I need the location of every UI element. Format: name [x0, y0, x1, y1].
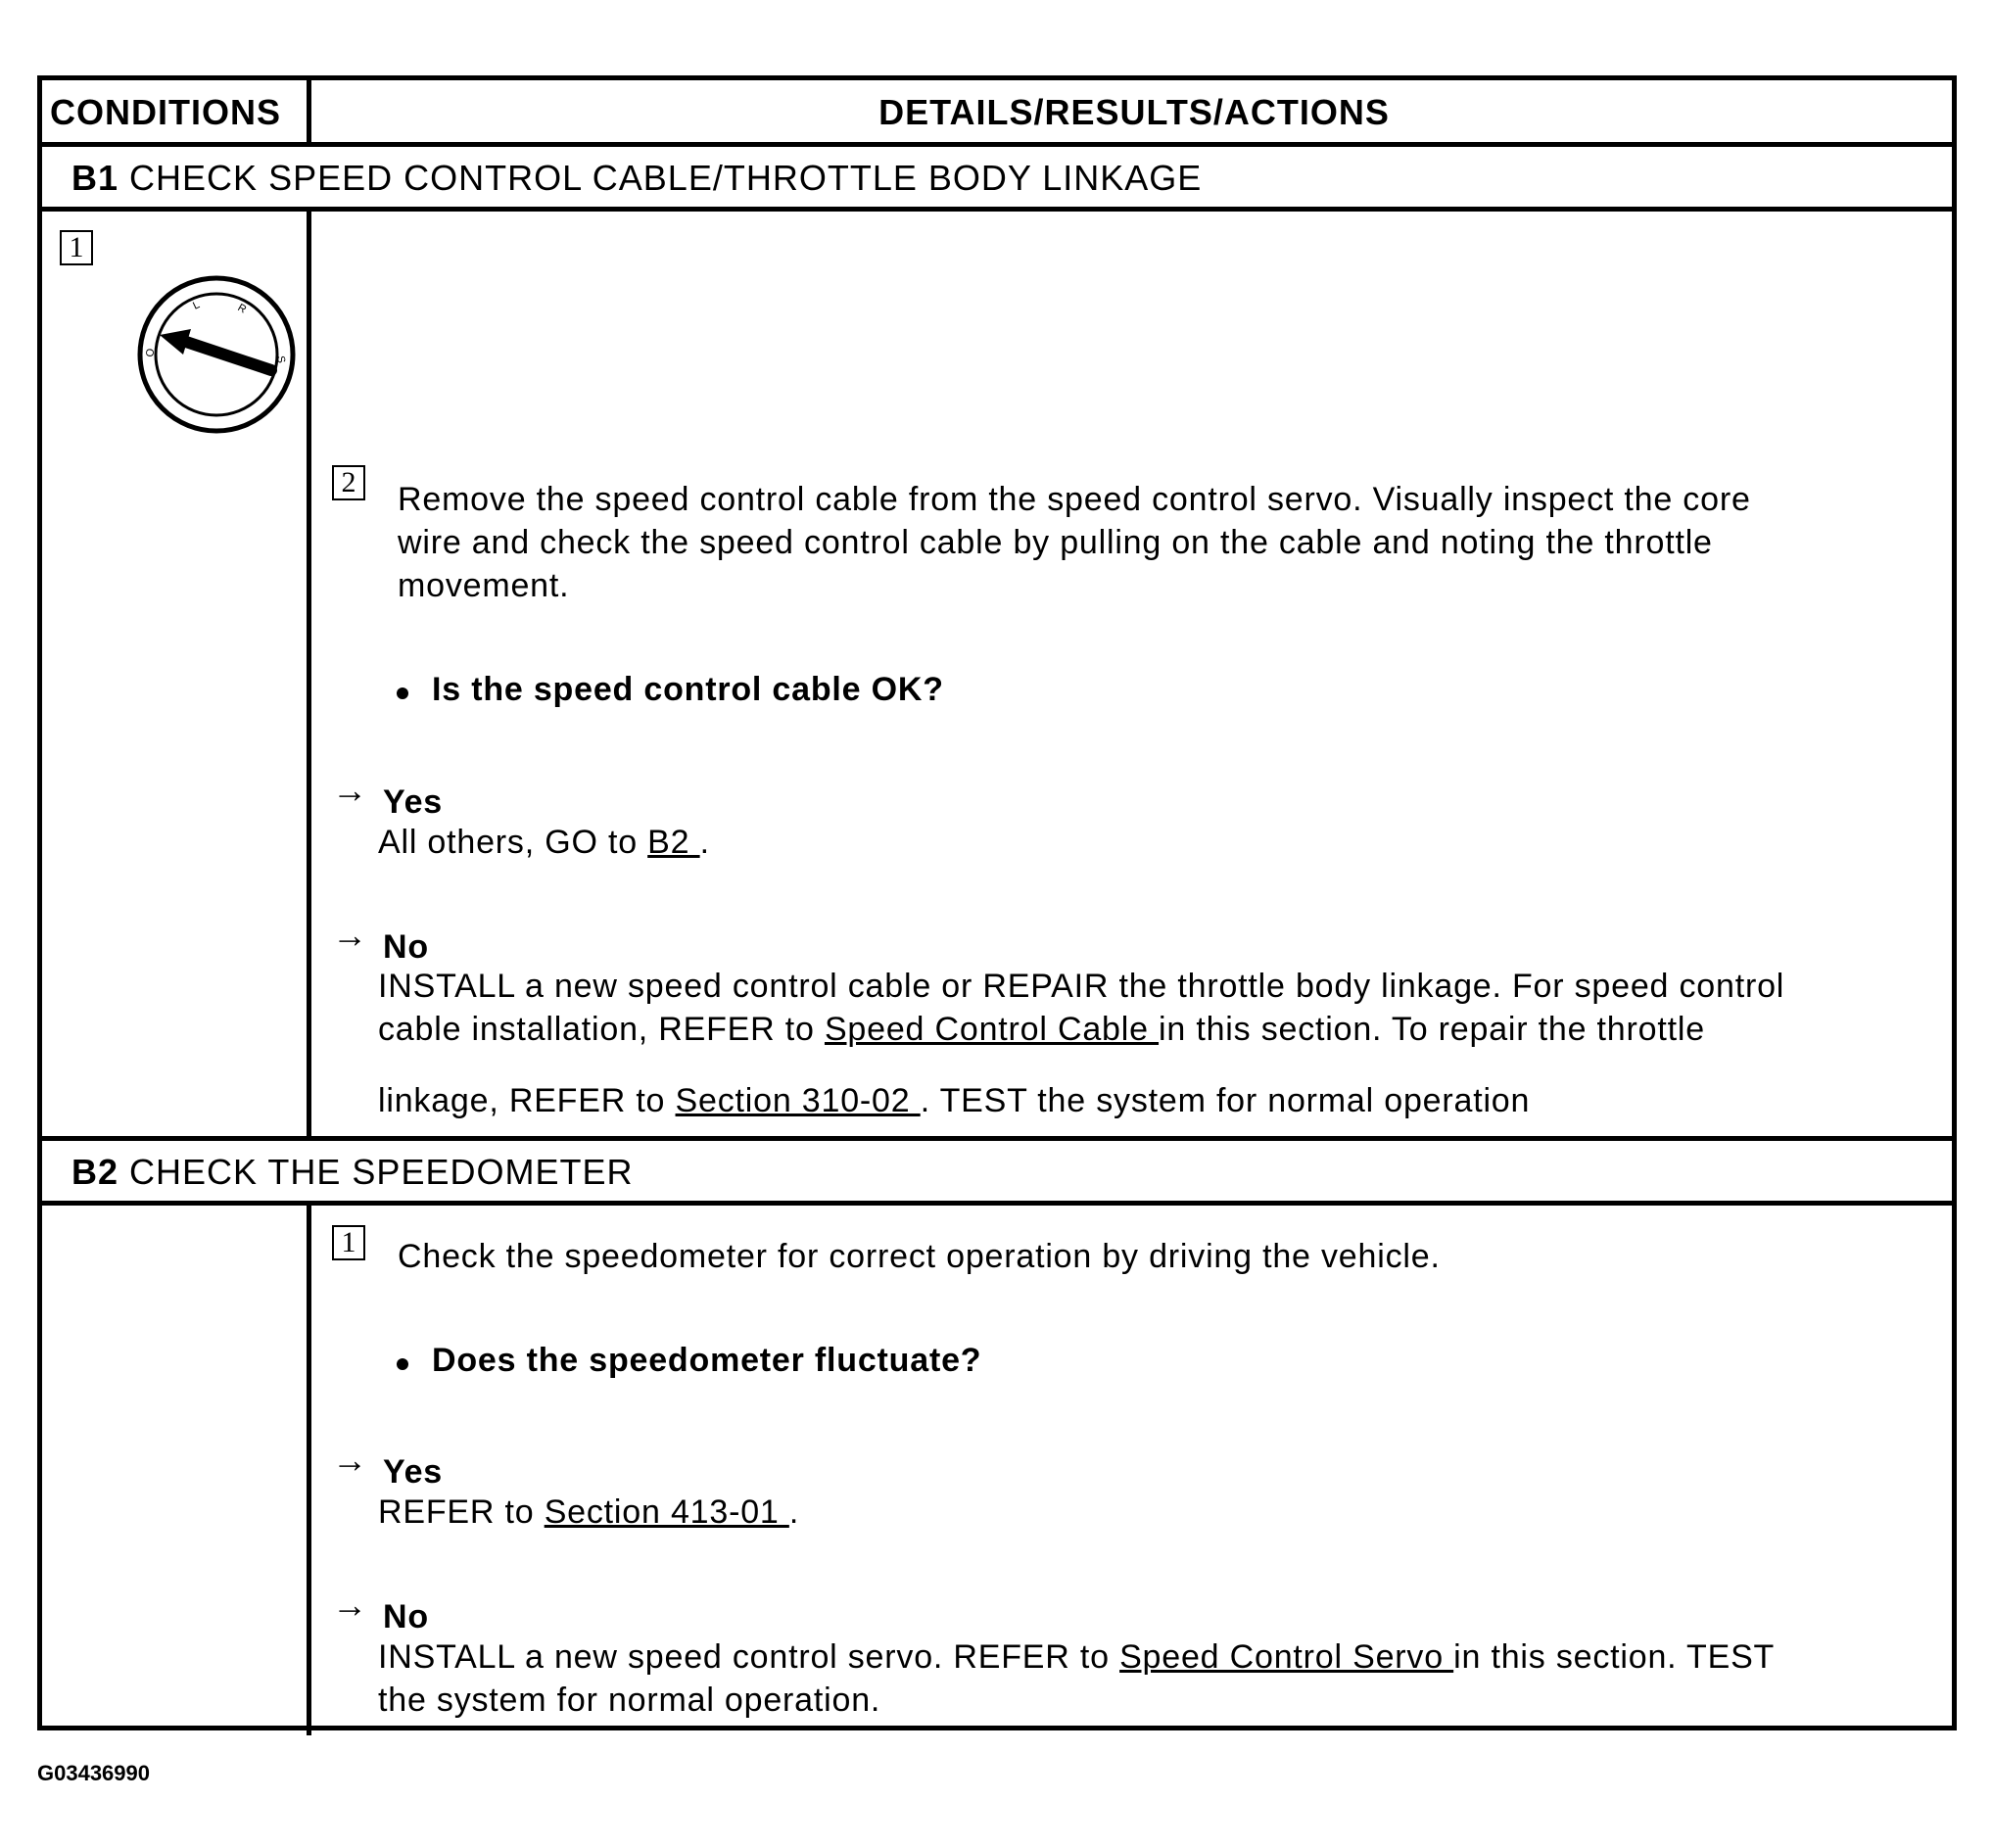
b2-step-1-text: Check the speedometer for correct operation by driving the vehicle. — [398, 1238, 1441, 1275]
b1-no-line-1: INSTALL a new speed control cable or REPAIR the throttle body linkage. For speed control — [378, 968, 1785, 1005]
b2-question: Does the speedometer fluctuate? — [432, 1342, 982, 1379]
b2-yes-text: REFER to — [378, 1493, 545, 1531]
b1-no-line-2 — [378, 1008, 1705, 1051]
b2-no-label: No — [383, 1598, 429, 1635]
b1-title: CHECK SPEED CONTROL CABLE/THROTTLE BODY LINKAGE — [129, 158, 1203, 198]
b1-step-2-line-3: movement. — [398, 567, 570, 604]
b2-link[interactable]: B2 — [647, 824, 700, 861]
b2-title: CHECK THE SPEEDOMETER — [129, 1152, 634, 1192]
details-header: DETAILS/RESULTS/ACTIONS — [878, 92, 1390, 132]
b2-title-divider — [42, 1201, 1952, 1206]
b1-step-2-badge: 2 — [332, 465, 365, 500]
b1-section-title — [71, 158, 1202, 199]
conditions-header: CONDITIONS — [50, 92, 282, 132]
b2-no-line-1-text: INSTALL a new speed control servo. REFER to — [378, 1638, 1120, 1676]
b1-no-arrow-icon: → — [332, 915, 367, 955]
diagnostic-table — [37, 75, 1957, 1730]
b2-no-arrow-icon: → — [332, 1585, 367, 1625]
speed-control-servo-link[interactable]: Speed Control Servo — [1119, 1638, 1454, 1676]
speed-control-cable-link[interactable]: Speed Control Cable — [824, 1011, 1160, 1048]
b2-yes-label: Yes — [383, 1453, 444, 1491]
b2-id: B2 — [71, 1152, 119, 1192]
svg-text:O: O — [144, 348, 158, 358]
b1-no-line-2-rest: in this section. To repair the throttle — [1159, 1011, 1705, 1048]
b1-yes-label: Yes — [383, 783, 444, 821]
b2-no-line-1 — [378, 1635, 1775, 1679]
b2-yes-period: . — [788, 1493, 800, 1531]
b1-no-line-3-text: linkage, REFER to — [378, 1082, 676, 1119]
ignition-switch-off-icon — [136, 274, 297, 435]
b1-yes-text: All others, GO to — [378, 824, 648, 861]
b1-yes-action — [378, 821, 710, 864]
b1-question-bullet — [397, 687, 408, 699]
b1-step-1-badge: 1 — [60, 230, 93, 265]
b1-step-2-line-1: Remove the speed control cable from the speed control servo. Visually inspect the core — [398, 481, 1751, 518]
section-310-02-link[interactable]: Section 310-02 — [675, 1082, 921, 1119]
b2-yes-arrow-icon: → — [332, 1440, 367, 1480]
figure-id: G03436990 — [37, 1761, 150, 1785]
b1-no-label: No — [383, 928, 429, 966]
b2-no-line-1-rest: in this section. TEST — [1453, 1638, 1776, 1676]
b2-question-bullet — [397, 1358, 408, 1370]
b2-no-line-2: the system for normal operation. — [378, 1682, 881, 1719]
b2-yes-action — [378, 1491, 799, 1534]
b1-step-2-line-2: wire and check the speed control cable by pulling on the cable and noting the throttle — [398, 524, 1713, 561]
b2-step-1-badge: 1 — [332, 1225, 365, 1260]
b1-end-divider — [42, 1136, 1952, 1141]
svg-text:R: R — [235, 302, 249, 316]
b1-question: Is the speed control cable OK? — [432, 671, 944, 708]
svg-text:L: L — [191, 299, 202, 312]
b2-section-title — [71, 1152, 633, 1193]
b1-title-divider — [42, 207, 1952, 212]
b1-id: B1 — [71, 158, 119, 198]
b2-column-divider — [307, 1206, 311, 1735]
b1-column-divider — [307, 212, 311, 1141]
b1-yes-period: . — [699, 824, 710, 861]
b1-no-line-2-text: cable installation, REFER to — [378, 1011, 825, 1048]
b1-no-line-3 — [378, 1079, 1530, 1122]
b1-no-line-3-rest: . TEST the system for normal operation — [920, 1082, 1531, 1119]
svg-text:S: S — [274, 355, 288, 364]
header-divider — [42, 142, 1952, 147]
section-413-01-link[interactable]: Section 413-01 — [544, 1493, 789, 1531]
b1-yes-arrow-icon: → — [332, 770, 367, 810]
